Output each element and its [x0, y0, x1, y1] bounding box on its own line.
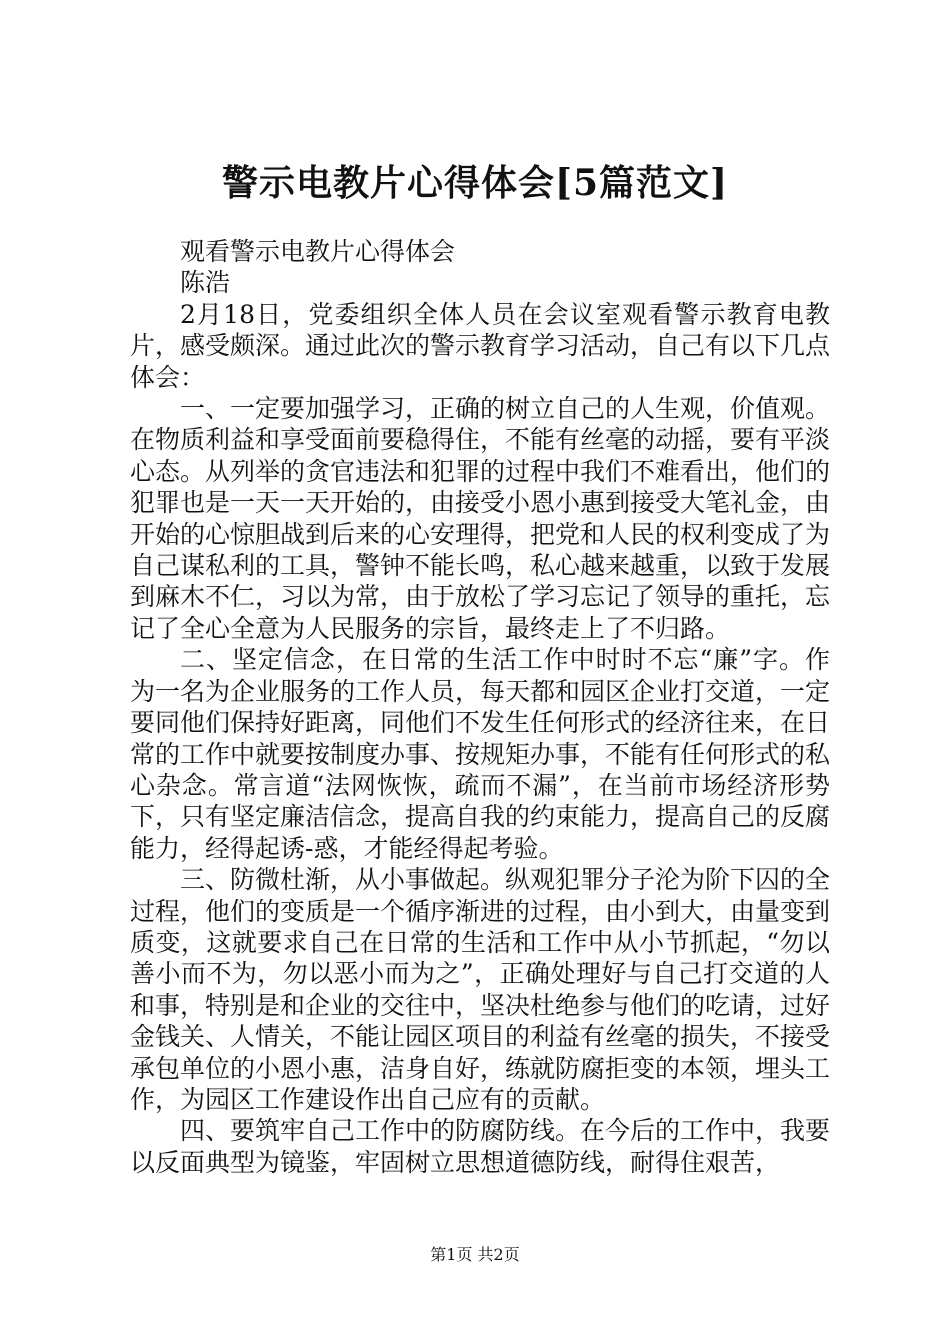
intro-paragraph: 2月18日，党委组织全体人员在会议室观看警示教育电教片，感受颇深。通过此次的警示教育学习活动，自己有以下几点体会：	[130, 299, 831, 392]
point-four-paragraph: 四、要筑牢自己工作中的防腐防线。在今后的工作中，我要以反面典型为镜鉴，牢固树立思想道德防线，耐得住艰苦，	[130, 1116, 831, 1177]
author-paragraph: 陈浩	[180, 268, 231, 298]
point-one-paragraph: 一、一定要加强学习，正确的树立自己的人生观，价值观。在物质利益和享受面前要稳得住，不能有丝毫的动摇，要有平淡心态。从列举的贪官违法和犯罪的过程中我们不难看出，他们的犯罪也是一天一天开始的，由接受小恩小惠到接受大笔礼金，由开始的心惊胆战到后来的心安理得，把党和人民的权利变成了为自己谋私利的工具，警钟不能长鸣，私心越来越重，以致于发展到麻木不仁，习以为常，由于放松了学习忘记了领导的重托，忘记了全心全意为人民服务的宗旨，最终走上了不归路。	[130, 394, 831, 643]
page-number-footer: 第1页 共2页	[430, 1245, 520, 1264]
document-body	[130, 236, 830, 1178]
point-two-paragraph: 二、坚定信念，在日常的生活工作中时时不忘“廉”字。作为一名为企业服务的工作人员，每天都和园区企业打交道，一定要同他们保持好距离，同他们不发生任何形式的经济往来，在日常的工作中就要按制度办事、按规矩办事，不能有任何形式的私心杂念。常言道“法网恢恢，疏而不漏”，在当前市场经济形势下，只有坚定廉洁信念，提高自我的约束能力，提高自己的反腐能力，经得起诱-惑，才能经得起考验。	[130, 645, 831, 863]
subtitle-paragraph: 观看警示电教片心得体会	[180, 237, 456, 266]
document-title: 警示电教片心得体会[5篇范文]	[221, 162, 729, 204]
point-three-paragraph: 三、防微杜渐，从小事做起。纵观犯罪分子沦为阶下囚的全过程，他们的变质是一个循序渐进的过程，由小到大，由量变到质变，这就要求自己在日常的生活和工作中从小节抓起，“勿以善小而不为，勿以恶小而为之”，正确处理好与自己打交道的人和事，特别是和企业的交往中，坚决杜绝参与他们的吃请，过好金钱关、人情关，不能让园区项目的利益有丝毫的损失，不接受承包单位的小恩小惠，洁身自好，练就防腐拒变的本领，埋头工作，为园区工作建设作出自己应有的贡献。	[130, 865, 831, 1114]
